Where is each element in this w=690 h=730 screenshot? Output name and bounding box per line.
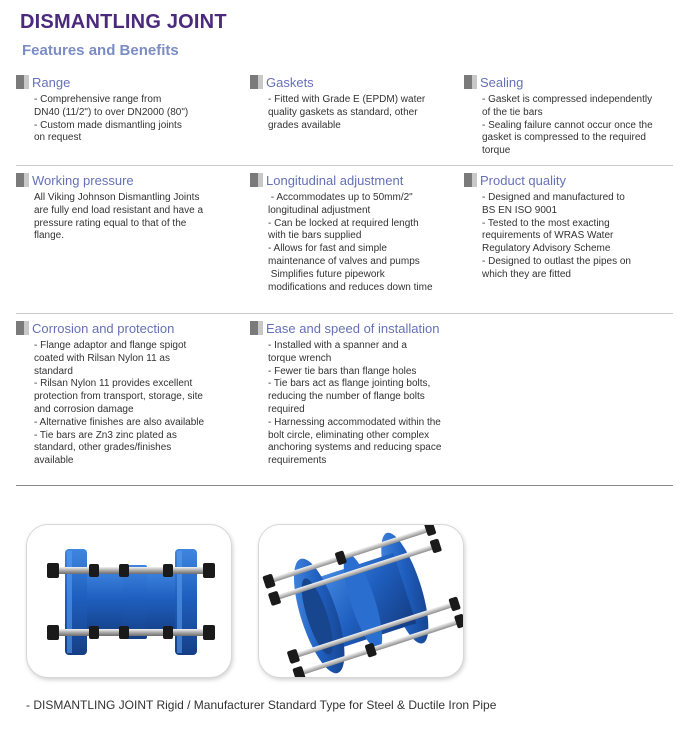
feature-line: and corrosion damage <box>34 403 134 415</box>
product-photo-side-view <box>26 524 232 678</box>
feature-line: - Can be locked at required length <box>268 217 419 229</box>
feature-line: - Rilsan Nylon 11 provides excellent <box>34 378 193 390</box>
feature-line: requirements of WRAS Water <box>482 230 614 242</box>
feature-heading-label: Product quality <box>480 172 566 188</box>
feature-line: - Tie bars act as flange jointing bolts, <box>268 378 431 390</box>
feature-line: with tie bars supplied <box>268 230 362 242</box>
feature-heading <box>250 319 460 337</box>
bullet-bar-icon <box>464 173 477 187</box>
feature-line: BS EN ISO 9001 <box>482 204 558 216</box>
feature-row-3 <box>16 314 673 486</box>
feature-line: - Tie bars are Zn3 zinc plated as <box>34 429 177 441</box>
feature-ease-of-installation <box>250 319 460 468</box>
feature-line: pressure rating equal to that of the <box>34 217 187 229</box>
product-photo-angled-view <box>258 524 464 678</box>
feature-heading <box>250 171 460 189</box>
feature-working-pressure <box>16 171 226 243</box>
feature-line: standard, other grades/finishes <box>34 442 172 454</box>
feature-line: of the tie bars <box>482 106 543 118</box>
feature-line: anchoring systems and reducing space <box>268 442 442 454</box>
feature-description <box>250 340 460 468</box>
feature-line: reducing the number of flange bolts <box>268 391 425 403</box>
bullet-bar-icon <box>16 321 29 335</box>
feature-heading-label: Ease and speed of installation <box>266 320 440 336</box>
feature-line: coated with Rilsan Nylon 11 as <box>34 352 170 364</box>
section-subtitle: Features and Benefits <box>22 42 179 59</box>
feature-gaskets <box>250 73 460 132</box>
feature-heading <box>250 73 460 91</box>
feature-line: flange. <box>34 230 65 242</box>
feature-description <box>16 192 226 243</box>
bullet-bar-icon <box>250 173 263 187</box>
feature-line: available <box>34 455 74 467</box>
feature-longitudinal-adjustment <box>250 171 460 294</box>
feature-line: bolt circle, eliminating other complex <box>268 429 430 441</box>
feature-line: - Designed and manufactured to <box>482 192 625 203</box>
feature-line: - Designed to outlast the pipes on <box>482 255 631 267</box>
feature-line: torque <box>482 145 511 157</box>
feature-line: - Fewer tie bars than flange holes <box>268 365 417 377</box>
bullet-bar-icon <box>16 173 29 187</box>
feature-line: Regulatory Advisory Scheme <box>482 243 611 255</box>
feature-corrosion-protection <box>16 319 226 468</box>
feature-heading-label: Sealing <box>480 74 524 90</box>
feature-product-quality <box>464 171 674 282</box>
page-title: DISMANTLING JOINT <box>20 11 227 33</box>
feature-line: protection from transport, storage, site <box>34 391 203 403</box>
feature-line: - Alternative finishes are also available <box>34 416 205 428</box>
feature-line: - Fitted with Grade E (EPDM) water <box>268 94 426 105</box>
feature-line: All Viking Johnson Dismantling Joints <box>34 192 200 203</box>
bullet-bar-icon <box>16 75 29 89</box>
product-caption: - DISMANTLING JOINT Rigid / Manufacturer Standard Type for Steel & Ductile Iron Pipe <box>26 698 497 712</box>
feature-line: which they are fitted <box>482 268 571 280</box>
feature-line: required <box>268 403 305 415</box>
feature-heading <box>16 73 226 91</box>
feature-line: - Sealing failure cannot occur once the <box>482 119 653 131</box>
feature-line: grades available <box>268 119 341 131</box>
feature-heading <box>16 171 226 189</box>
feature-line: - Comprehensive range from <box>34 94 162 105</box>
feature-heading-label: Range <box>32 74 71 90</box>
feature-heading-label: Corrosion and protection <box>32 320 175 336</box>
feature-line: - Allows for fast and simple <box>268 243 387 255</box>
feature-line: requirements <box>268 455 327 467</box>
feature-sealing <box>464 73 674 158</box>
feature-heading-label: Working pressure <box>32 172 134 188</box>
feature-row-1 <box>16 68 673 166</box>
feature-description <box>464 192 674 282</box>
feature-range <box>16 73 226 145</box>
feature-line: - Installed with a spanner and a <box>268 340 407 351</box>
feature-heading <box>464 73 674 91</box>
bullet-bar-icon <box>464 75 477 89</box>
feature-line: - Gasket is compressed independently <box>482 94 653 105</box>
feature-row-2 <box>16 166 673 314</box>
feature-line: - Flange adaptor and flange spigot <box>34 340 187 351</box>
feature-line: - Accommodates up to 50mm/2" <box>268 192 413 203</box>
feature-heading-label: Gaskets <box>266 74 314 90</box>
bullet-bar-icon <box>250 321 263 335</box>
feature-heading <box>464 171 674 189</box>
feature-description <box>250 192 460 294</box>
feature-line: torque wrench <box>268 352 332 364</box>
feature-heading <box>16 319 226 337</box>
bullet-bar-icon <box>250 75 263 89</box>
feature-line: - Tested to the most exacting <box>482 217 610 229</box>
feature-line: are fully end load resistant and have a <box>34 204 203 216</box>
feature-description <box>250 94 460 132</box>
feature-line: longitudinal adjustment <box>268 204 371 216</box>
feature-description <box>16 340 226 468</box>
feature-line: quality gaskets as standard, other <box>268 106 418 118</box>
feature-line: DN40 (11/2") to over DN2000 (80") <box>34 106 189 118</box>
feature-description <box>464 94 674 158</box>
feature-line: gasket is compressed to the required <box>482 132 646 144</box>
feature-line: on request <box>34 132 82 144</box>
feature-line: Simplifies future pipework <box>268 268 385 280</box>
feature-heading-label: Longitudinal adjustment <box>266 172 404 188</box>
feature-line: - Harnessing accommodated within the <box>268 416 441 428</box>
feature-description <box>16 94 226 145</box>
feature-line: standard <box>34 365 73 377</box>
feature-line: maintenance of valves and pumps <box>268 255 420 267</box>
feature-line: modifications and reduces down time <box>268 281 433 293</box>
feature-line: - Custom made dismantling joints <box>34 119 182 131</box>
